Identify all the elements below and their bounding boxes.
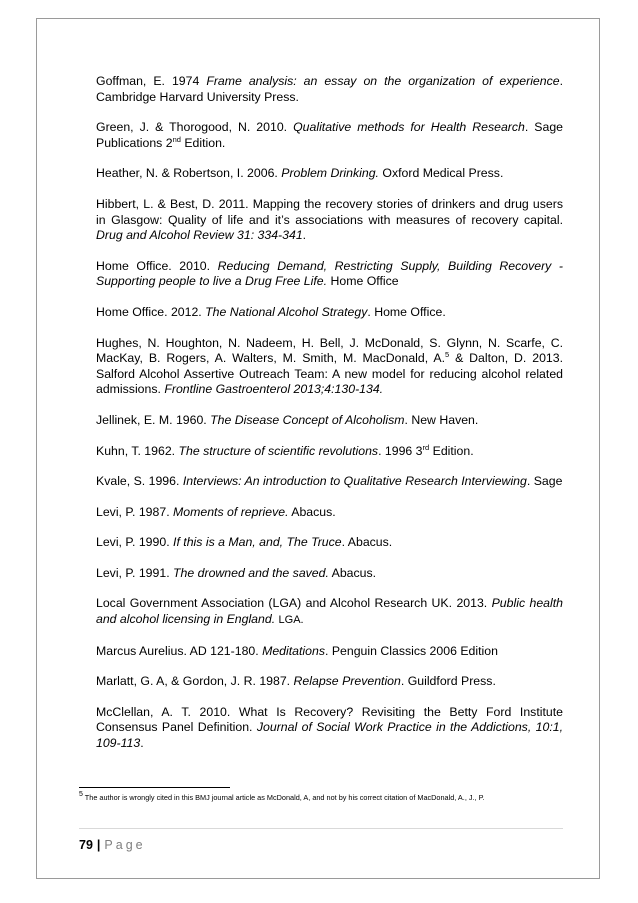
- page-number: 79: [79, 838, 93, 852]
- reference-hughes: Hughes, N. Houghton, N. Nadeem, H. Bell, J. McDonald, S. Glynn, N. Scarfe, C. MacKay, B. Rogers, A. Walters, M. Smith, M. MacDonald, A.$^5$ & Dalton, D. 2013. Salford Alcohol Assertive Outreach Team: A new model for reducing alcohol related admissions. Frontline Gastroenterol 2013;4:130-134.: [96, 335, 563, 397]
- page-footer-divider: [79, 828, 563, 829]
- reference-home-office-2012: Home Office. 2012. The National Alcohol Strategy. Home Office.: [96, 304, 446, 319]
- reference-marlatt: Marlatt, G. A, & Gordon, J. R. 1987. Relapse Prevention. Guildford Press.: [96, 674, 496, 689]
- reference-levi-1991: Levi, P. 1991. The drowned and the saved. Abacus.: [96, 565, 377, 580]
- reference-jellinek: Jellinek, E. M. 1960. The Disease Concept of Alcoholism. New Haven.: [96, 412, 479, 427]
- page-label: Page: [104, 838, 146, 852]
- reference-heather: Heather, N. & Robertson, I. 2006. Problem Drinking. Oxford Medical Press.: [96, 166, 504, 181]
- reference-levi-1990: Levi, P. 1990. If this is a Man, and, The Truce. Abacus.: [96, 535, 393, 550]
- reference-goffman: Goffman, E. 1974 Frame analysis: an essay on the organization of experience. Cambridge Harvard University Press.: [96, 74, 564, 104]
- reference-levi-1987: Levi, P. 1987. Moments of reprieve. Abacus.: [96, 504, 336, 519]
- reference-lga: Local Government Association (LGA) and Alcohol Research UK. 2013. Public health and alcohol licensing in England. LGA.: [96, 596, 563, 627]
- reference-mcclellan: McClellan, A. T. 2010. What Is Recovery? Revisiting the Betty Ford Institute Consensus Panel Definition. Journal of Social Work Practice in the Addictions, 10:1, 109-113.: [96, 704, 564, 751]
- reference-kvale: Kvale, S. 1996. Interviews: An introduction to Qualitative Research Interviewing. Sage: [96, 474, 563, 489]
- reference-hibbert: Hibbert, L. & Best, D. 2011. Mapping the recovery stories of drinkers and drug users in Glasgow: Quality of life and it’s associations with measures of recovery capital. Drug and Alcohol Review 31: 334-341.: [96, 196, 563, 243]
- page-footer: [79, 837, 146, 853]
- footnote: [79, 793, 579, 803]
- page-separator: |: [96, 838, 101, 852]
- reference-green: Green, J. & Thorogood, N. 2010. Qualitative methods for Health Research. Sage Publications 2nd Edition.: [96, 120, 564, 150]
- reference-home-office-2010: Home Office. 2010. Reducing Demand, Restricting Supply, Building Recovery - Supporting people to live a Drug Free Life. Home Office: [96, 258, 564, 289]
- reference-kuhn: Kuhn, T. 1962. The structure of scientific revolutions. 1996 3rd Edition.: [96, 442, 474, 458]
- reference-marcus-aurelius: Marcus Aurelius. AD 121-180. Meditations. Penguin Classics 2006 Edition: [96, 643, 498, 658]
- footnote-number: 5: [79, 791, 83, 798]
- footnote-divider: [79, 787, 230, 788]
- reference-list: [96, 74, 563, 767]
- footnote-text: The author is wrongly cited in this BMJ journal article as McDonald, A, and not by his correct citation of MacDonald, A., J., P.: [82, 793, 485, 802]
- footnote-marker: 5: [445, 350, 450, 360]
